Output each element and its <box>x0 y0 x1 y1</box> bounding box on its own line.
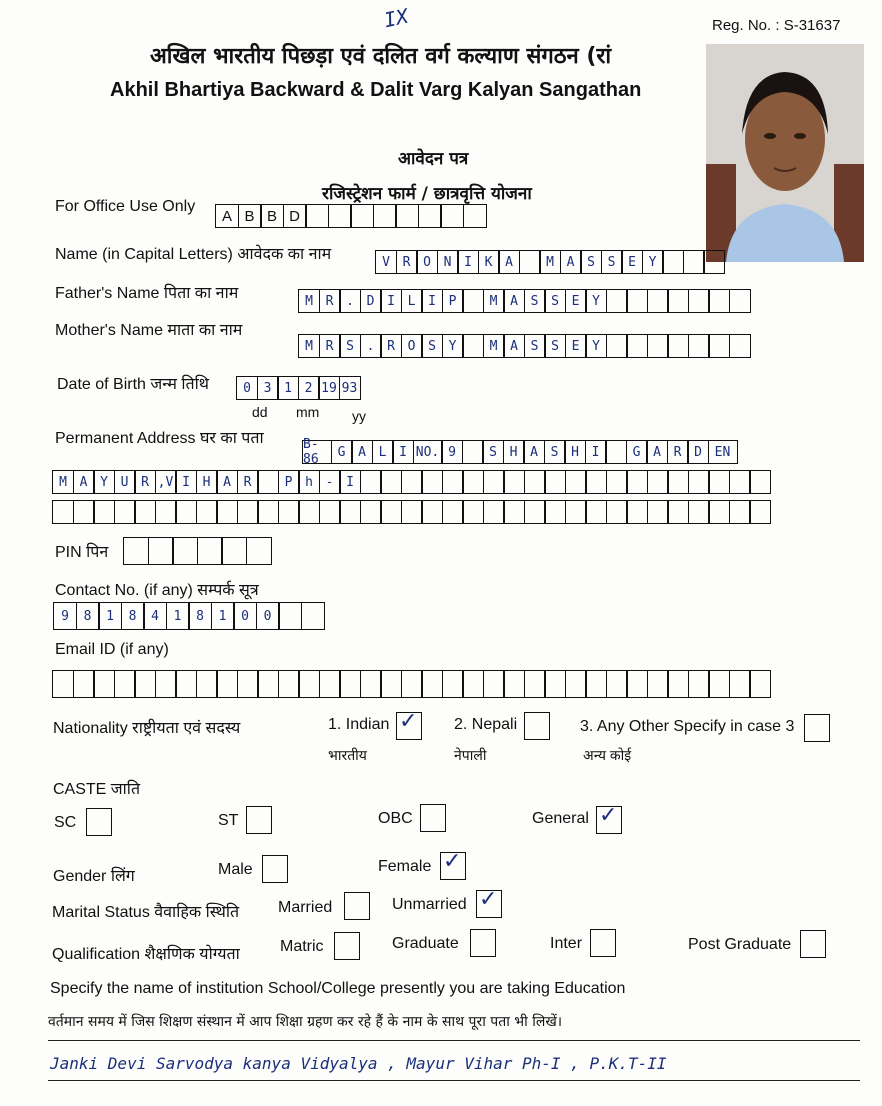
mother-cell <box>688 334 710 358</box>
address-cell: P <box>278 470 300 494</box>
email-cell <box>278 670 300 698</box>
address-cell: D <box>687 440 709 464</box>
institution-label-english: Specify the name of institution School/College presently you are taking Education <box>50 980 626 997</box>
address-cell <box>503 470 525 494</box>
marital-unmarried-label: Unmarried <box>392 896 467 913</box>
address-cell: A <box>73 470 95 494</box>
institution-value[interactable]: Janki Devi Sarvodya kanya Vidyalya , Mayur Vihar Ph-I , P.K.T-II <box>50 1054 667 1073</box>
address-cell: I <box>585 440 607 464</box>
name-cell: M <box>539 250 561 274</box>
check-mark-icon: ✓ <box>443 849 462 874</box>
marital-married-checkbox[interactable] <box>344 892 370 920</box>
address-cell: R <box>667 440 689 464</box>
mother-cell: S <box>421 334 443 358</box>
address-cell <box>524 500 546 524</box>
contact-cell <box>278 602 302 630</box>
address-cell: ,V <box>155 470 177 494</box>
email-cell <box>196 670 218 698</box>
email-label: Email ID (if any) <box>55 641 169 658</box>
address-line-3[interactable] <box>52 500 770 524</box>
dob-dd-caption: dd <box>252 404 268 420</box>
email-cell <box>503 670 525 698</box>
address-cell <box>257 470 279 494</box>
office-cell: D <box>283 204 307 228</box>
qualification-pg-label: Post Graduate <box>688 936 792 953</box>
name-cell: E <box>621 250 643 274</box>
address-cell <box>360 470 382 494</box>
address-cell: A <box>523 440 545 464</box>
email-cell <box>442 670 464 698</box>
email-cell <box>544 670 566 698</box>
mother-cell: . <box>360 334 382 358</box>
name-cell <box>703 250 725 274</box>
email-cell <box>134 670 156 698</box>
gender-female-checkbox[interactable] <box>440 849 466 880</box>
mother-cell: E <box>565 334 587 358</box>
office-cell <box>305 204 329 228</box>
address-cell: Y <box>93 470 115 494</box>
email-cell <box>729 670 751 698</box>
email-cell <box>524 670 546 698</box>
cover-mark: IX <box>381 3 411 33</box>
address-cell <box>401 470 423 494</box>
address-cell <box>483 470 505 494</box>
caste-label: CASTE जाति <box>53 781 141 798</box>
institution-label-hindi: वर्तमान समय में जिस शिक्षण संस्थान में आप शिक्षा ग्रहण कर रहे हैं के नाम के साथ पूरा पता भी लिखें। <box>48 1014 563 1030</box>
address-cell: - <box>319 470 341 494</box>
email-cell <box>667 670 689 698</box>
father-cell: M <box>483 289 505 313</box>
gender-label: Gender लिंग <box>53 868 135 885</box>
address-cell <box>524 470 546 494</box>
father-cell <box>708 289 730 313</box>
address-cell <box>708 500 730 524</box>
mother-cell: R <box>319 334 341 358</box>
address-cell <box>114 500 136 524</box>
address-cell <box>175 500 197 524</box>
qualification-inter-label: Inter <box>550 935 583 952</box>
address-cell <box>73 500 95 524</box>
name-label: Name (in Capital Letters) आवेदक का नाम <box>55 246 332 263</box>
name-cell: A <box>498 250 520 274</box>
qualification-label: Qualification शैक्षणिक योग्यता <box>52 946 240 963</box>
address-cell <box>278 500 300 524</box>
address-cell <box>503 500 525 524</box>
address-cell: R <box>134 470 156 494</box>
mother-cell <box>729 334 751 358</box>
address-cell: EN <box>708 440 738 464</box>
office-cell <box>440 204 464 228</box>
address-cell <box>626 470 648 494</box>
contact-cell: 8 <box>188 602 212 630</box>
dob-cell: 2 <box>298 376 320 400</box>
pin-field[interactable] <box>123 537 270 565</box>
email-cell <box>380 670 402 698</box>
pin-cell <box>172 537 198 565</box>
father-cell: A <box>503 289 525 313</box>
mother-name-label: Mother's Name माता का नाम <box>55 322 243 339</box>
caste-obc-checkbox[interactable] <box>420 804 446 832</box>
caste-sc-checkbox[interactable] <box>86 808 112 836</box>
office-cell <box>350 204 374 228</box>
org-name-hindi: अखिल भारतीय पिछड़ा एवं दलित वर्ग कल्याण संगठन (रां <box>150 44 612 69</box>
mother-cell: S <box>524 334 546 358</box>
name-cell <box>662 250 684 274</box>
dob-cell: 0 <box>236 376 258 400</box>
name-cell: I <box>457 250 479 274</box>
mother-cell: R <box>380 334 402 358</box>
email-cell <box>647 670 669 698</box>
address-cell <box>647 470 669 494</box>
address-cell: G <box>331 440 353 464</box>
mother-cell: S <box>544 334 566 358</box>
name-cell: S <box>580 250 602 274</box>
qualification-matric-label: Matric <box>280 938 324 955</box>
marital-label: Marital Status वैवाहिक स्थिति <box>52 904 240 921</box>
address-cell: 9 <box>441 440 463 464</box>
address-cell <box>52 500 74 524</box>
address-cell <box>421 500 443 524</box>
gender-female-label: Female <box>378 858 432 875</box>
email-cell <box>216 670 238 698</box>
office-cell <box>418 204 442 228</box>
email-cell <box>401 670 423 698</box>
address-cell <box>380 500 402 524</box>
mother-cell <box>667 334 689 358</box>
father-cell <box>462 289 484 313</box>
address-cell: G <box>626 440 648 464</box>
father-name-field[interactable] <box>298 289 749 313</box>
contact-cell: 0 <box>256 602 280 630</box>
email-cell <box>298 670 320 698</box>
dob-cell: 19 <box>318 376 340 400</box>
address-cell <box>585 470 607 494</box>
contact-field[interactable] <box>53 602 323 630</box>
mother-cell: Y <box>442 334 464 358</box>
contact-cell: 8 <box>76 602 100 630</box>
nationality-indian-checkbox[interactable] <box>396 709 422 740</box>
father-cell: R <box>319 289 341 313</box>
mother-cell <box>626 334 648 358</box>
gender-male-checkbox[interactable] <box>262 855 288 883</box>
office-cell: B <box>260 204 284 228</box>
email-cell <box>421 670 443 698</box>
dob-yy-caption: yy <box>352 408 366 424</box>
email-cell <box>462 670 484 698</box>
address-cell <box>688 500 710 524</box>
father-cell: M <box>298 289 320 313</box>
applicant-photo <box>706 44 864 262</box>
pin-cell <box>246 537 272 565</box>
office-cell <box>373 204 397 228</box>
name-cell <box>683 250 705 274</box>
email-cell <box>237 670 259 698</box>
father-cell: I <box>421 289 443 313</box>
email-cell <box>73 670 95 698</box>
email-field[interactable] <box>52 670 770 698</box>
check-mark-icon: ✓ <box>479 887 498 912</box>
address-cell <box>708 470 730 494</box>
address-cell <box>688 470 710 494</box>
address-cell <box>421 470 443 494</box>
father-cell <box>606 289 628 313</box>
dob-cell: 93 <box>339 376 361 400</box>
contact-cell: 4 <box>143 602 167 630</box>
marital-unmarried-checkbox[interactable] <box>476 887 502 918</box>
father-cell <box>688 289 710 313</box>
address-cell: R <box>237 470 259 494</box>
office-use-label: For Office Use Only <box>55 198 196 215</box>
address-cell <box>667 500 689 524</box>
address-cell <box>319 500 341 524</box>
mother-cell: M <box>298 334 320 358</box>
address-cell <box>339 500 361 524</box>
nationality-indian-label: 1. Indian <box>328 716 390 733</box>
address-cell <box>442 500 464 524</box>
mother-cell <box>647 334 669 358</box>
email-cell <box>626 670 648 698</box>
email-cell <box>483 670 505 698</box>
nationality-nepali-checkbox[interactable] <box>524 712 550 740</box>
father-cell: . <box>339 289 361 313</box>
address-cell <box>298 500 320 524</box>
address-cell: S <box>482 440 504 464</box>
address-cell <box>626 500 648 524</box>
address-cell <box>155 500 177 524</box>
name-cell: N <box>437 250 459 274</box>
nationality-indian-hindi: भारतीय <box>328 747 367 763</box>
dob-field[interactable] <box>236 376 359 400</box>
address-cell <box>442 470 464 494</box>
email-cell <box>360 670 382 698</box>
address-cell: I <box>175 470 197 494</box>
institution-rule-bottom <box>48 1080 860 1081</box>
form-title: आवेदन पत्र <box>398 149 469 169</box>
name-cell: V <box>375 250 397 274</box>
name-field[interactable] <box>375 250 724 274</box>
email-cell <box>749 670 771 698</box>
address-cell <box>93 500 115 524</box>
office-cell <box>463 204 487 228</box>
office-cell <box>328 204 352 228</box>
pin-cell <box>123 537 149 565</box>
caste-st-label: ST <box>218 812 239 829</box>
dob-cell: 1 <box>277 376 299 400</box>
office-use-boxes <box>215 204 485 228</box>
address-cell <box>729 470 751 494</box>
address-cell: I <box>339 470 361 494</box>
address-cell: h <box>298 470 320 494</box>
address-cell <box>544 470 566 494</box>
address-cell <box>360 500 382 524</box>
mother-cell <box>708 334 730 358</box>
nationality-nepali-label: 2. Nepali <box>454 716 518 733</box>
email-cell <box>606 670 628 698</box>
check-mark-icon: ✓ <box>399 709 418 734</box>
qualification-inter-checkbox[interactable] <box>590 929 616 957</box>
address-cell <box>196 500 218 524</box>
father-cell: Y <box>585 289 607 313</box>
nationality-other-label: 3. Any Other Specify in case 3 <box>580 718 795 735</box>
address-cell: M <box>52 470 74 494</box>
address-cell: L <box>372 440 394 464</box>
address-cell <box>380 470 402 494</box>
email-cell <box>565 670 587 698</box>
address-cell: S <box>544 440 566 464</box>
pin-label: PIN पिन <box>55 544 109 561</box>
org-name-english: Akhil Bhartiya Backward & Dalit Varg Kalyan Sangathan <box>110 79 642 101</box>
address-cell <box>216 500 238 524</box>
form-subtitle: रजिस्ट्रेशन फार्म / छात्रवृत्ति योजना <box>322 184 532 204</box>
father-cell: E <box>565 289 587 313</box>
nationality-nepali-hindi: नेपाली <box>454 747 487 763</box>
address-cell: H <box>564 440 586 464</box>
address-cell: U <box>114 470 136 494</box>
contact-cell: 8 <box>121 602 145 630</box>
father-cell: P <box>442 289 464 313</box>
father-cell: L <box>401 289 423 313</box>
contact-cell <box>301 602 325 630</box>
contact-cell: 1 <box>211 602 235 630</box>
mother-cell <box>462 334 484 358</box>
address-cell: B-86 <box>302 440 332 464</box>
gender-male-label: Male <box>218 861 253 878</box>
father-cell: I <box>380 289 402 313</box>
mother-cell: O <box>401 334 423 358</box>
mother-cell: M <box>483 334 505 358</box>
office-cell: A <box>215 204 239 228</box>
contact-cell: 1 <box>166 602 190 630</box>
father-cell <box>667 289 689 313</box>
name-cell: K <box>478 250 500 274</box>
address-cell: H <box>196 470 218 494</box>
email-cell <box>93 670 115 698</box>
contact-cell: 9 <box>53 602 77 630</box>
email-cell <box>257 670 279 698</box>
contact-cell: 1 <box>98 602 122 630</box>
pin-cell <box>221 537 247 565</box>
mother-cell <box>606 334 628 358</box>
mother-cell: S <box>339 334 361 358</box>
qualification-graduate-checkbox[interactable] <box>470 929 496 957</box>
caste-st-checkbox[interactable] <box>246 806 272 834</box>
qualification-matric-checkbox[interactable] <box>334 932 360 960</box>
father-cell <box>729 289 751 313</box>
address-cell: I <box>392 440 414 464</box>
dob-mm-caption: mm <box>296 404 320 420</box>
contact-cell: 0 <box>233 602 257 630</box>
check-mark-icon: ✓ <box>599 803 618 828</box>
email-cell <box>339 670 361 698</box>
qualification-pg-checkbox[interactable] <box>800 930 826 958</box>
caste-obc-label: OBC <box>378 810 413 827</box>
mother-name-field[interactable] <box>298 334 749 358</box>
mother-cell: Y <box>585 334 607 358</box>
institution-rule-top <box>48 1040 860 1041</box>
father-cell: S <box>524 289 546 313</box>
mother-cell: A <box>503 334 525 358</box>
address-cell <box>605 440 627 464</box>
address-cell: A <box>646 440 668 464</box>
father-name-label: Father's Name पिता का नाम <box>55 285 239 302</box>
nationality-other-hindi: अन्य कोई <box>583 747 632 763</box>
address-cell <box>257 500 279 524</box>
caste-general-label: General <box>532 810 589 827</box>
address-cell <box>462 500 484 524</box>
address-cell <box>544 500 566 524</box>
email-cell <box>708 670 730 698</box>
name-cell: Y <box>642 250 664 274</box>
address-label: Permanent Address घर का पता <box>55 430 264 447</box>
address-cell <box>749 470 771 494</box>
father-cell <box>647 289 669 313</box>
email-cell <box>175 670 197 698</box>
address-cell: A <box>216 470 238 494</box>
address-cell <box>606 500 628 524</box>
nationality-other-checkbox[interactable] <box>804 714 830 742</box>
marital-married-label: Married <box>278 899 333 916</box>
address-cell: A <box>351 440 373 464</box>
name-cell: R <box>396 250 418 274</box>
address-cell <box>606 470 628 494</box>
father-cell: D <box>360 289 382 313</box>
email-cell <box>114 670 136 698</box>
dob-label: Date of Birth जन्म तिथि <box>57 376 209 393</box>
name-cell: A <box>560 250 582 274</box>
email-cell <box>319 670 341 698</box>
email-cell <box>155 670 177 698</box>
office-cell: B <box>238 204 262 228</box>
father-cell: S <box>544 289 566 313</box>
address-cell: H <box>503 440 525 464</box>
address-cell <box>565 470 587 494</box>
caste-general-checkbox[interactable] <box>596 803 622 834</box>
address-cell <box>462 440 484 464</box>
reg-number: Reg. No. : S-31637 <box>712 17 841 34</box>
name-cell: S <box>601 250 623 274</box>
address-cell <box>585 500 607 524</box>
caste-sc-label: SC <box>54 814 77 831</box>
email-cell <box>688 670 710 698</box>
name-cell <box>519 250 541 274</box>
address-cell <box>134 500 156 524</box>
address-cell <box>401 500 423 524</box>
address-line-1[interactable] <box>302 437 736 467</box>
address-cell <box>749 500 771 524</box>
email-cell <box>52 670 74 698</box>
pin-cell <box>197 537 223 565</box>
address-cell <box>462 470 484 494</box>
nationality-label: Nationality राष्ट्रीयता एवं सदस्य <box>53 720 241 737</box>
father-cell <box>626 289 648 313</box>
address-cell <box>647 500 669 524</box>
email-cell <box>585 670 607 698</box>
dob-cell: 3 <box>257 376 279 400</box>
qualification-graduate-label: Graduate <box>392 935 459 952</box>
address-line-2[interactable] <box>52 470 770 494</box>
address-cell <box>729 500 751 524</box>
address-cell <box>565 500 587 524</box>
address-cell <box>483 500 505 524</box>
address-cell: NO. <box>413 440 443 464</box>
name-cell: O <box>416 250 438 274</box>
contact-label: Contact No. (if any) सम्पर्क सूत्र <box>55 582 259 599</box>
pin-cell <box>148 537 174 565</box>
address-cell <box>237 500 259 524</box>
office-cell <box>395 204 419 228</box>
address-cell <box>667 470 689 494</box>
